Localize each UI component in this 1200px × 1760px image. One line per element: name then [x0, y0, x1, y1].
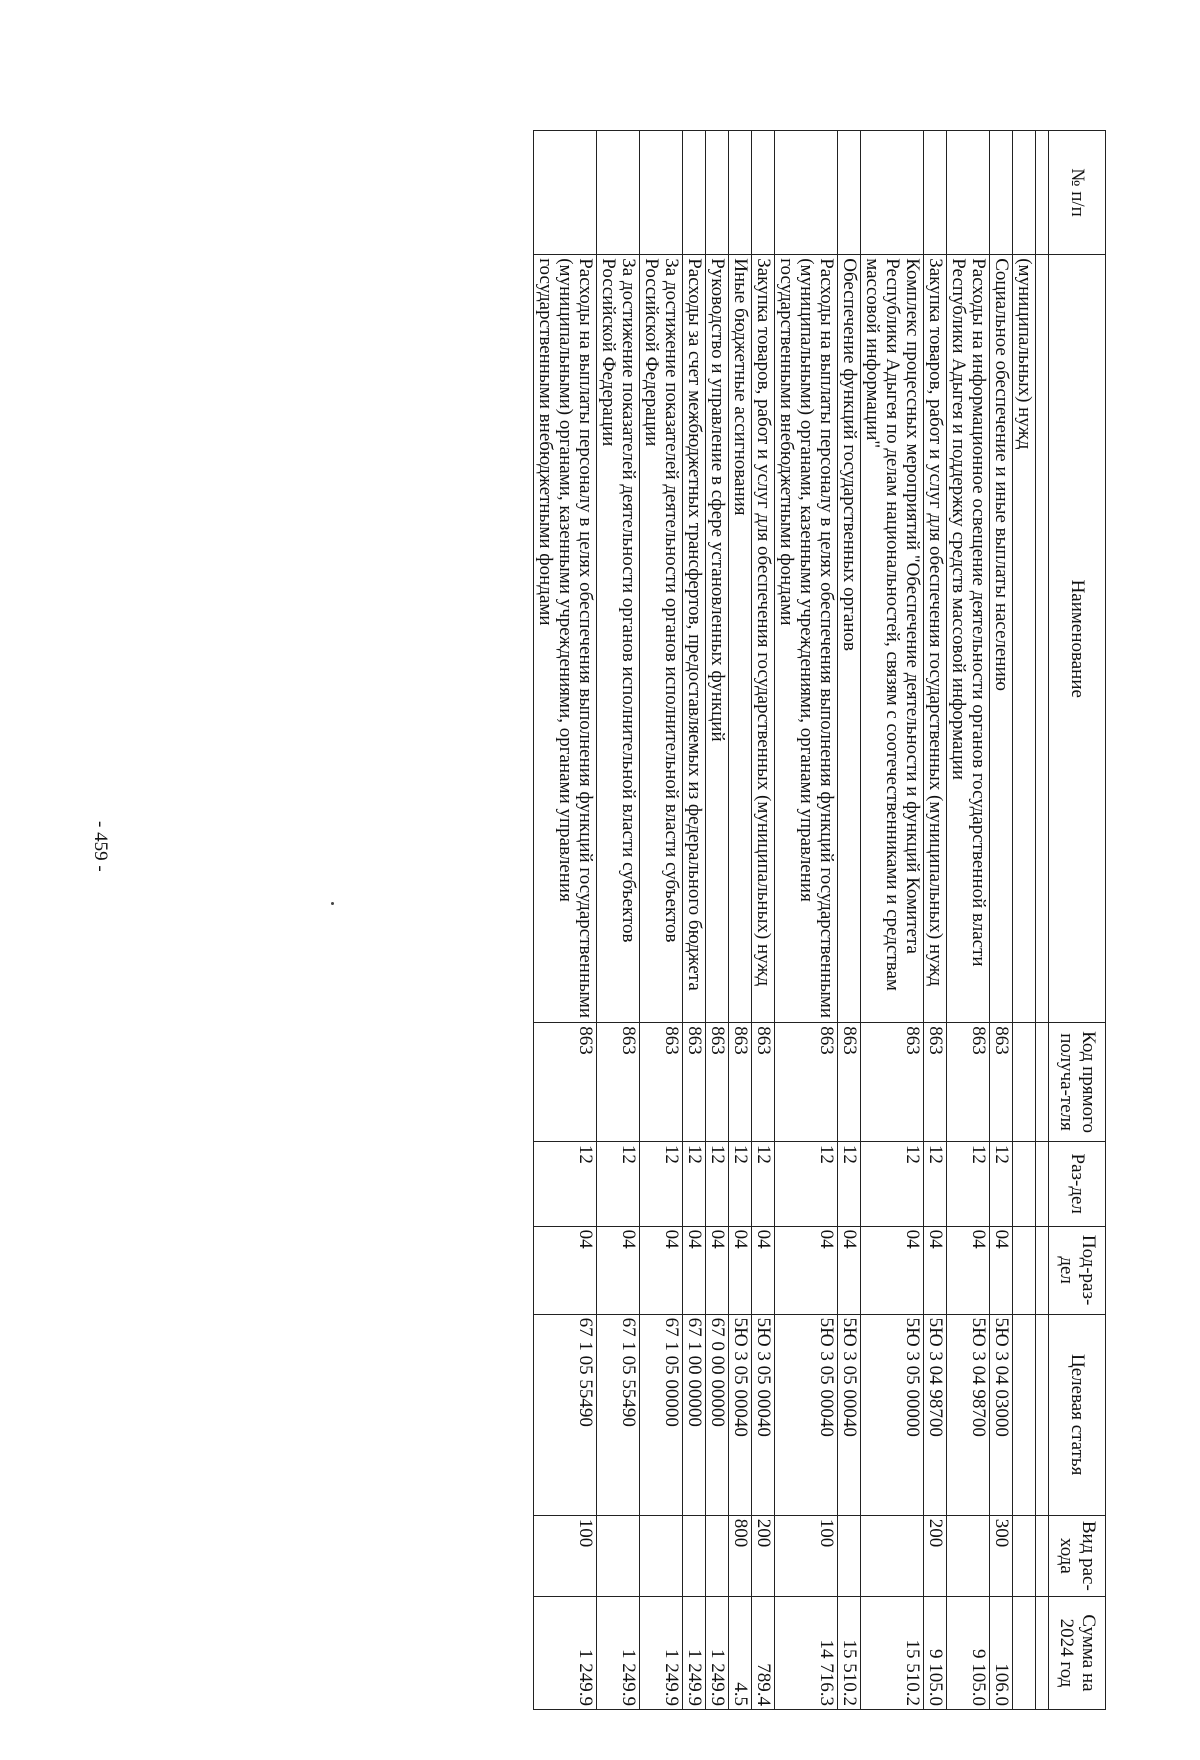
cell-razdel: 12 [861, 1141, 924, 1226]
cell-num [597, 131, 640, 255]
cell-article: 5Ю 3 05 00040 [752, 1314, 775, 1515]
cell-code: 863 [924, 1023, 947, 1142]
cell-razdel: 12 [640, 1141, 683, 1226]
cell-razdel: 12 [597, 1141, 640, 1226]
cell-article: 67 1 05 55490 [597, 1314, 640, 1515]
cell-name: Обеспечение функций государственных органов [838, 255, 861, 1023]
cell-num [924, 131, 947, 255]
cell-name: Социальное обеспечение и иные выплаты населению [990, 255, 1013, 1023]
header-article: Целевая статья [1049, 1314, 1106, 1515]
cell-name: (муниципальных) нужд [1013, 255, 1036, 1023]
cell-razdel: 12 [838, 1141, 861, 1226]
cell-sum: 9 105.0 [924, 1597, 947, 1710]
cell-sum: 15 510.2 [861, 1597, 924, 1710]
table-row [1013, 131, 1036, 1710]
cell-podrazdel: 04 [775, 1226, 838, 1314]
cell-name: Иные бюджетные ассигнования [729, 255, 752, 1023]
cell-code [1013, 1023, 1036, 1142]
cell-article: 5Ю 3 05 00040 [775, 1314, 838, 1515]
cell-podrazdel: 04 [861, 1226, 924, 1314]
table-row [640, 131, 683, 1710]
header-num: № п/п [1049, 131, 1106, 255]
header-razdel: Раз-дел [1049, 1141, 1106, 1226]
cell-article: 5Ю 3 04 98700 [924, 1314, 947, 1515]
cell-podrazdel: 04 [706, 1226, 729, 1314]
cell-vid: 200 [924, 1515, 947, 1596]
budget-table [533, 130, 1106, 1710]
cell-razdel: 12 [947, 1141, 990, 1226]
cell-sum: 789.4 [752, 1597, 775, 1710]
cell-vid: 800 [729, 1515, 752, 1596]
cell-code: 863 [838, 1023, 861, 1142]
header-podrazdel: Под-раз-дел [1049, 1226, 1106, 1314]
cell-podrazdel: 04 [640, 1226, 683, 1314]
cell-name: За достижение показателей деятельности органов исполнительной власти субъектов Российской Федерации [640, 255, 683, 1023]
cell-num [947, 131, 990, 255]
table-row [775, 131, 838, 1710]
cell-num [706, 131, 729, 255]
header-spacer-row [1036, 131, 1049, 1710]
table-row [597, 131, 640, 1710]
cell-article: 67 1 05 00000 [640, 1314, 683, 1515]
cell-vid [640, 1515, 683, 1596]
cell-vid [1013, 1515, 1036, 1596]
cell-sum [1013, 1597, 1036, 1710]
cell-sum: 15 510.2 [838, 1597, 861, 1710]
cell-name: Расходы за счет межбюджетных трансфертов, предоставляемых из федерального бюджета [683, 255, 706, 1023]
table-row [990, 131, 1013, 1710]
cell-name: Расходы на информационное освещение деятельности органов государственной власти Республики Адыгея и поддержку средств массовой информации [947, 255, 990, 1023]
cell-code: 863 [861, 1023, 924, 1142]
cell-podrazdel: 04 [729, 1226, 752, 1314]
cell-name: Закупка товаров, работ и услуг для обеспечения государственных (муниципальных) нужд [924, 255, 947, 1023]
cell-article: 5Ю 3 05 00040 [729, 1314, 752, 1515]
cell-podrazdel: 04 [683, 1226, 706, 1314]
cell-razdel: 12 [729, 1141, 752, 1226]
cell-article: 67 1 00 00000 [683, 1314, 706, 1515]
cell-code: 863 [534, 1023, 597, 1142]
cell-article: 5Ю 3 04 03000 [990, 1314, 1013, 1515]
header-vid: Вид рас-хода [1049, 1515, 1106, 1596]
cell-code: 863 [775, 1023, 838, 1142]
cell-num [729, 131, 752, 255]
page-number: - 459 - [90, 821, 111, 872]
table-row [924, 131, 947, 1710]
cell-code: 863 [947, 1023, 990, 1142]
cell-article: 67 0 00 00000 [706, 1314, 729, 1515]
cell-sum: 1 249.9 [597, 1597, 640, 1710]
cell-vid: 300 [990, 1515, 1013, 1596]
cell-article: 5Ю 3 05 00000 [861, 1314, 924, 1515]
cell-name: Руководство и управление в сфере установленных функций [706, 255, 729, 1023]
table-row [534, 131, 597, 1710]
cell-article: 5Ю 3 05 00040 [838, 1314, 861, 1515]
cell-sum: 9 105.0 [947, 1597, 990, 1710]
cell-sum: 1 249.9 [640, 1597, 683, 1710]
cell-vid [861, 1515, 924, 1596]
cell-razdel: 12 [990, 1141, 1013, 1226]
cell-num [775, 131, 838, 255]
cell-razdel: 12 [683, 1141, 706, 1226]
cell-sum: 4.5 [729, 1597, 752, 1710]
table-row [838, 131, 861, 1710]
cell-razdel: 12 [706, 1141, 729, 1226]
cell-num [861, 131, 924, 255]
cell-razdel: 12 [534, 1141, 597, 1226]
cell-code: 863 [752, 1023, 775, 1142]
cell-article [1013, 1314, 1036, 1515]
rotated-page-content [220, 100, 1120, 1760]
table-row [752, 131, 775, 1710]
cell-code: 863 [990, 1023, 1013, 1142]
cell-num [990, 131, 1013, 255]
cell-article: 5Ю 3 04 98700 [947, 1314, 990, 1515]
cell-name: Расходы на выплаты персоналу в целях обеспечения выполнения функций государственными (муниципальными) органами, казенными учреждениями, органами управления государственными внебюджетными фондами [775, 255, 838, 1023]
cell-podrazdel: 04 [924, 1226, 947, 1314]
cell-razdel: 12 [924, 1141, 947, 1226]
cell-sum: 14 716.3 [775, 1597, 838, 1710]
table-header-row [1049, 131, 1106, 1710]
cell-sum: 1 249.9 [534, 1597, 597, 1710]
cell-podrazdel: 04 [947, 1226, 990, 1314]
cell-vid [706, 1515, 729, 1596]
cell-podrazdel: 04 [838, 1226, 861, 1314]
cell-num [534, 131, 597, 255]
cell-podrazdel [1013, 1226, 1036, 1314]
cell-podrazdel: 04 [752, 1226, 775, 1314]
cell-vid [597, 1515, 640, 1596]
cell-name: Расходы на выплаты персоналу в целях обеспечения выполнения функций государственными (муниципальными) органами, казенными учреждениями, органами управления государственными внебюджетными фондами [534, 255, 597, 1023]
cell-podrazdel: 04 [534, 1226, 597, 1314]
cell-name: За достижение показателей деятельности органов исполнительной власти субъектов Российской Федерации [597, 255, 640, 1023]
table-row [729, 131, 752, 1710]
cell-code: 863 [683, 1023, 706, 1142]
cell-num [752, 131, 775, 255]
cell-code: 863 [729, 1023, 752, 1142]
cell-name: Закупка товаров, работ и услуг для обеспечения государственных (муниципальных) нужд [752, 255, 775, 1023]
cell-sum: 1 249.9 [683, 1597, 706, 1710]
cell-podrazdel: 04 [597, 1226, 640, 1314]
cell-num [640, 131, 683, 255]
table-body [534, 131, 1036, 1710]
table-row [861, 131, 924, 1710]
cell-vid [683, 1515, 706, 1596]
cell-name: Комплекс процессных мероприятий "Обеспечение деятельности и функций Комитета Республики Адыгея по делам национальностей, связям с соотечественниками и средствам массовой информации" [861, 255, 924, 1023]
cell-razdel: 12 [752, 1141, 775, 1226]
table-row [706, 131, 729, 1710]
cell-vid: 100 [534, 1515, 597, 1596]
table-row [683, 131, 706, 1710]
cell-code: 863 [597, 1023, 640, 1142]
cell-razdel: 12 [775, 1141, 838, 1226]
cell-num [838, 131, 861, 255]
table-row [947, 131, 990, 1710]
header-name: Наименование [1049, 255, 1106, 1023]
header-code: Код прямого получа-теля [1049, 1023, 1106, 1142]
cell-sum: 106.0 [990, 1597, 1013, 1710]
cell-razdel [1013, 1141, 1036, 1226]
cell-vid [838, 1515, 861, 1596]
cell-code: 863 [706, 1023, 729, 1142]
header-sum: Сумма на 2024 год [1049, 1597, 1106, 1710]
cell-code: 863 [640, 1023, 683, 1142]
cell-article: 67 1 05 55490 [534, 1314, 597, 1515]
cell-sum: 1 249.9 [706, 1597, 729, 1710]
cell-vid: 100 [775, 1515, 838, 1596]
cell-vid [947, 1515, 990, 1596]
cell-num [683, 131, 706, 255]
cell-num [1013, 131, 1036, 255]
cell-podrazdel: 04 [990, 1226, 1013, 1314]
cell-vid: 200 [752, 1515, 775, 1596]
